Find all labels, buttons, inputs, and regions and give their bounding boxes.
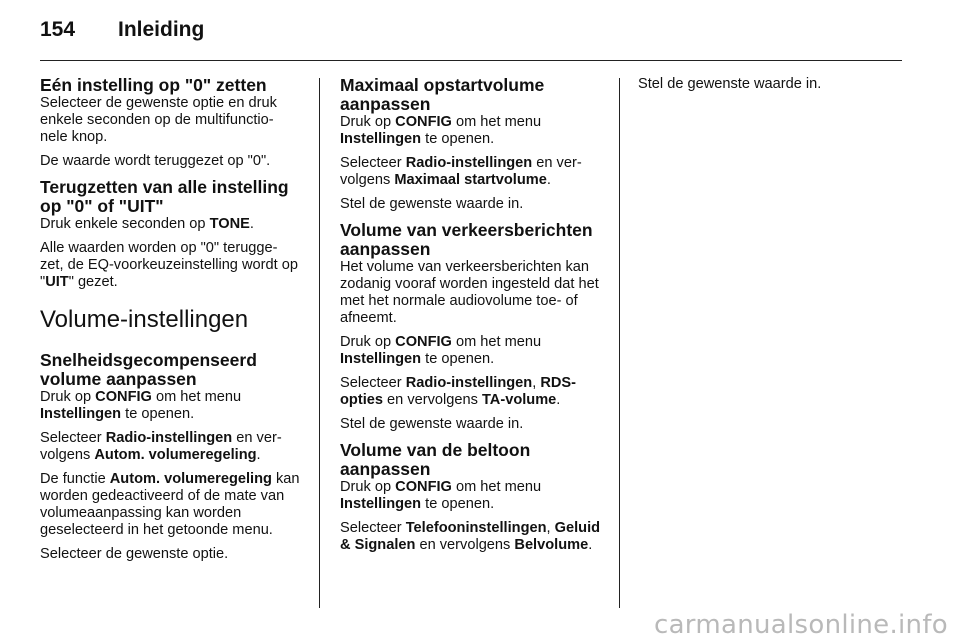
watermark: carmanualsonline.info [653,610,948,640]
page-title: Inleiding [118,18,205,41]
paragraph: Selecteer Radio-instellingen, RDS- opties en vervolgens TA-volume. [340,375,576,408]
paragraph: Druk op CONFIG om het menu Instellingen te openen. [40,389,242,422]
paragraph: Selecteer Radio-instellingen en ver- volgens Maximaal startvolume. [340,155,582,188]
paragraph: Alle waarden worden op "0" terugge- zet, de EQ-voorkeuzeinstelling wordt op "UIT" gezet. [40,240,298,290]
paragraph: Stel de gewenste waarde in. [340,196,524,212]
column-divider-2 [619,78,620,608]
paragraph: Selecteer Radio-instellingen en ver- volgens Autom. volumeregeling. [40,430,282,463]
section-title-traffic-volume: Volume van verkeersberichten aanpassen [340,220,593,259]
paragraph: Selecteer Telefooninstellingen, Geluid & Signalen en vervolgens Belvolume. [340,520,601,553]
column-1 [40,76,305,570]
paragraph: Stel de gewenste waarde in. [340,416,524,432]
paragraph: Selecteer de gewenste optie. [40,546,229,562]
column-divider-1 [319,78,320,608]
paragraph: Druk enkele seconden op TONE. [40,216,254,232]
column-3 [638,76,900,100]
paragraph: Het volume van verkeersberichten kan zodanig vooraf worden ingesteld dat het met het normale audiovolume toe- of afneemt. [340,259,599,326]
page-number: 154 [40,18,76,41]
paragraph: Selecteer de gewenste optie en druk enkele seconden op de multifunctio- nele knop. [40,95,277,145]
section-title-reset-all: Terugzetten van alle instelling op "0" of "UIT" [40,177,289,216]
paragraph: De waarde wordt teruggezet op "0". [40,153,271,169]
paragraph: De functie Autom. volumeregeling kan worden gedeactiveerd of de mate van volumeaanpassing kan worden geselecteerd in het getoonde menu. [40,471,300,538]
paragraph: Druk op CONFIG om het menu Instellingen te openen. [340,114,542,147]
section-title-max-startup-volume: Maximaal opstartvolume aanpassen [340,75,545,114]
section-title-ringtone-volume: Volume van de beltoon aanpassen [340,440,531,479]
header-divider [40,60,902,61]
paragraph: Druk op CONFIG om het menu Instellingen te openen. [340,334,542,367]
paragraph: Stel de gewenste waarde in. [638,76,822,92]
section-title-speed-volume: Snelheidsgecompenseerd volume aanpassen [40,350,257,389]
column-2 [340,76,605,561]
paragraph: Druk op CONFIG om het menu Instellingen te openen. [340,479,542,512]
section-title-single-reset: Eén instelling op "0" zetten [40,75,267,95]
chapter-title: Volume-instellingen [40,306,249,333]
